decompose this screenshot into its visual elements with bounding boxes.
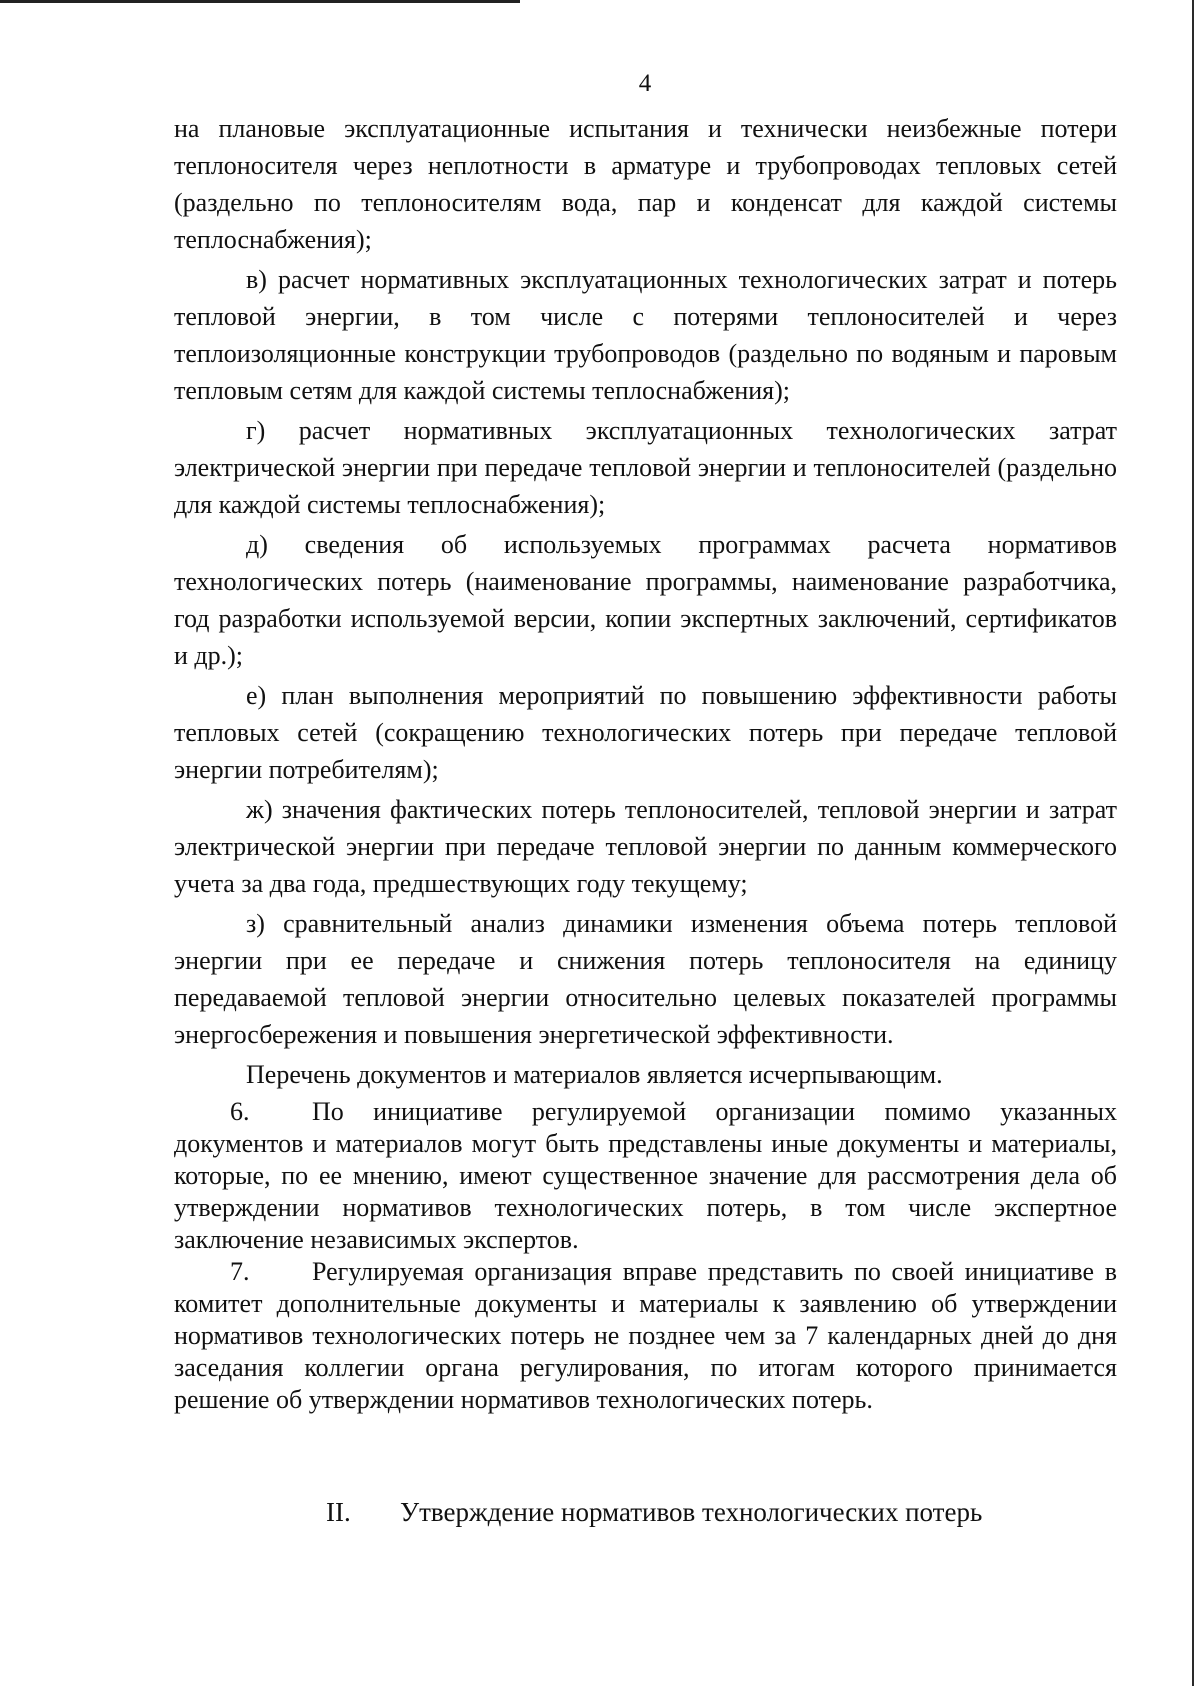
numbered-item-6 — [174, 1096, 1117, 1256]
paragraph-exhaustive-list: Перечень документов и материалов является исчерпывающим. — [246, 1060, 943, 1089]
paragraph-item-zh: ж) значения фактических потерь теплоносителей, тепловой энергии и затрат электрической энергии при передаче тепловой энергии по данным коммерческого учета за два года, предшествующих году текущему; — [174, 795, 1117, 898]
paragraph-item-g: г) расчет нормативных эксплуатационных технологических затрат электрической энергии при передаче тепловой энергии и теплоносителей (раздельно для каждой системы теплоснабжения); — [174, 416, 1117, 519]
item-text: По инициативе регулируемой организации помимо указанных документов и материалов могут быть представлены иные документы и материалы, которые, по ее мнению, имеют существенное значение для рассмотрения дела об утверждении нормативов технологических потерь, в том числе экспертное заключение независимых экспертов. — [174, 1097, 1117, 1254]
item-number: 7. — [230, 1257, 250, 1286]
page-number: 4 — [638, 70, 652, 97]
scan-edge-right — [1192, 0, 1194, 1686]
section-number: II. — [326, 1497, 351, 1527]
item-number: 6. — [230, 1097, 250, 1126]
paragraph-item-d: д) сведения об используемых программах расчета нормативов технологических потерь (наименование программы, наименование разработчика, год разработки используемой версии, копии экспертных заключений, сертификатов и др.); — [174, 530, 1117, 670]
numbered-item-7 — [174, 1256, 1117, 1416]
scan-edge-top — [0, 0, 520, 3]
item-text: Регулируемая организация вправе представить по своей инициативе в комитет дополнительные документы и материалы к заявлению об утверждении нормативов технологических потерь не позднее чем за 7 календарных дней до дня заседания коллегии органа регулирования, по итогам которого принимается решение об утверждении нормативов технологических потерь. — [174, 1257, 1117, 1414]
paragraph-item-e: е) план выполнения мероприятий по повышению эффективности работы тепловых сетей (сокращению технологических потерь при передаче тепловой энергии потребителям); — [174, 681, 1117, 784]
section-title: Утверждение нормативов технологических потерь — [400, 1497, 983, 1527]
paragraph-item-z: з) сравнительный анализ динамики изменения объема потерь тепловой энергии при ее передаче и снижения потерь теплоносителя на единицу передаваемой тепловой энергии относительно целевых показателей программы энергосбережения и повышения энергетической эффективности. — [174, 909, 1117, 1049]
document-body — [174, 110, 1117, 1416]
paragraph-item-v: в) расчет нормативных эксплуатационных технологических затрат и потерь тепловой энергии, в том числе с потерями теплоносителей и через теплоизоляционные конструкции трубопроводов (раздельно по водяным и паровым тепловым сетям для каждой системы теплоснабжения); — [174, 265, 1117, 405]
paragraph-continuation: на плановые эксплуатационные испытания и технически неизбежные потери теплоносителя через неплотности в арматуре и трубопроводах тепловых сетей (раздельно по теплоносителям вода, пар и конденсат для каждой системы теплоснабжения); — [174, 114, 1117, 254]
section-heading — [326, 1493, 982, 1531]
